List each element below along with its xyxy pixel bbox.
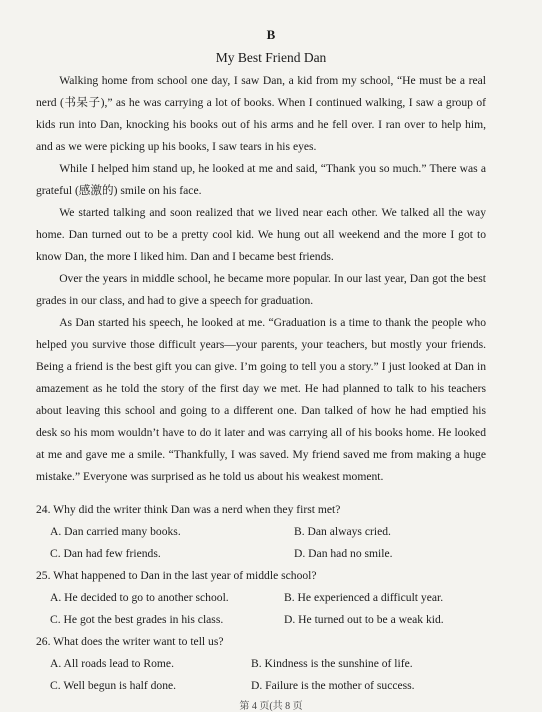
question-26-stem: 26. What does the writer want to tell us?	[36, 635, 224, 648]
question-25-option-c[interactable]: C. He got the best grades in his class.	[50, 613, 224, 626]
question-26-option-d[interactable]: D. Failure is the mother of success.	[251, 679, 415, 692]
paragraph-1: Walking home from school one day, I saw Dan, a kid from my school, “He must be a real nerd (书呆子),” as he was carrying a lot of books. When I continued walking, I saw a group of kids run into Dan, knocking his books out of his arms and he fell over. I ran over to help him, and as we were picking up his books, I saw tears in his eyes.	[36, 74, 486, 153]
question-25-stem: 25. What happened to Dan in the last year of middle school?	[36, 569, 317, 582]
question-24-option-c[interactable]: C. Dan had few friends.	[50, 547, 161, 560]
question-24-option-b[interactable]: B. Dan always cried.	[294, 525, 391, 538]
question-24-stem: 24. Why did the writer think Dan was a nerd when they first met?	[36, 503, 341, 516]
question-25-option-d[interactable]: D. He turned out to be a weak kid.	[284, 613, 444, 626]
paragraph-3: We started talking and soon realized that we lived near each other. We talked all the way home. Dan turned out to be a pretty cool kid. We hung out all weekend and the more I got to know Dan, the more I liked him. Dan and I became best friends.	[36, 206, 486, 263]
paragraph-4: Over the years in middle school, he became more popular. In our last year, Dan got the best grades in our class, and had to give a speech for graduation.	[36, 272, 486, 307]
question-24-option-a[interactable]: A. Dan carried many books.	[50, 525, 181, 538]
section-letter: B	[266, 27, 276, 42]
question-26-option-b[interactable]: B. Kindness is the sunshine of life.	[251, 657, 413, 670]
question-25-option-a[interactable]: A. He decided to go to another school.	[50, 591, 229, 604]
paragraph-2: While I helped him stand up, he looked at me and said, “Thank you so much.” There was a grateful (感激的) smile on his face.	[36, 162, 486, 197]
question-25-option-b[interactable]: B. He experienced a difficult year.	[284, 591, 444, 604]
paragraph-5: As Dan started his speech, he looked at me. “Graduation is a time to thank the people who helped you survive those difficult years—your parents, your teachers, but mostly your friends. Being a friend is the best gift you can give. I’m going to tell you a story.” I just looked at Dan in amazement as he told the story of the first day we met. He had planned to talk to his teachers about leaving this school and going to a different one. Dan talked of how he had emptied his desk so his mom wouldn’t have to do it later and was carrying all of his books home. He looked at me and gave me a smile. “Thankfully, I was saved. My friend saved me from making a huge mistake.” Everyone was surprised as he told us about his weakest moment.	[36, 316, 486, 483]
page-footer: 第 4 页(共 8 页	[239, 701, 303, 712]
question-26-option-c[interactable]: C. Well begun is half done.	[50, 679, 177, 692]
passage-body	[36, 70, 486, 488]
question-24-option-d[interactable]: D. Dan had no smile.	[294, 547, 393, 560]
passage-title: My Best Friend Dan	[215, 50, 327, 65]
question-26-option-a[interactable]: A. All roads lead to Rome.	[50, 657, 174, 670]
